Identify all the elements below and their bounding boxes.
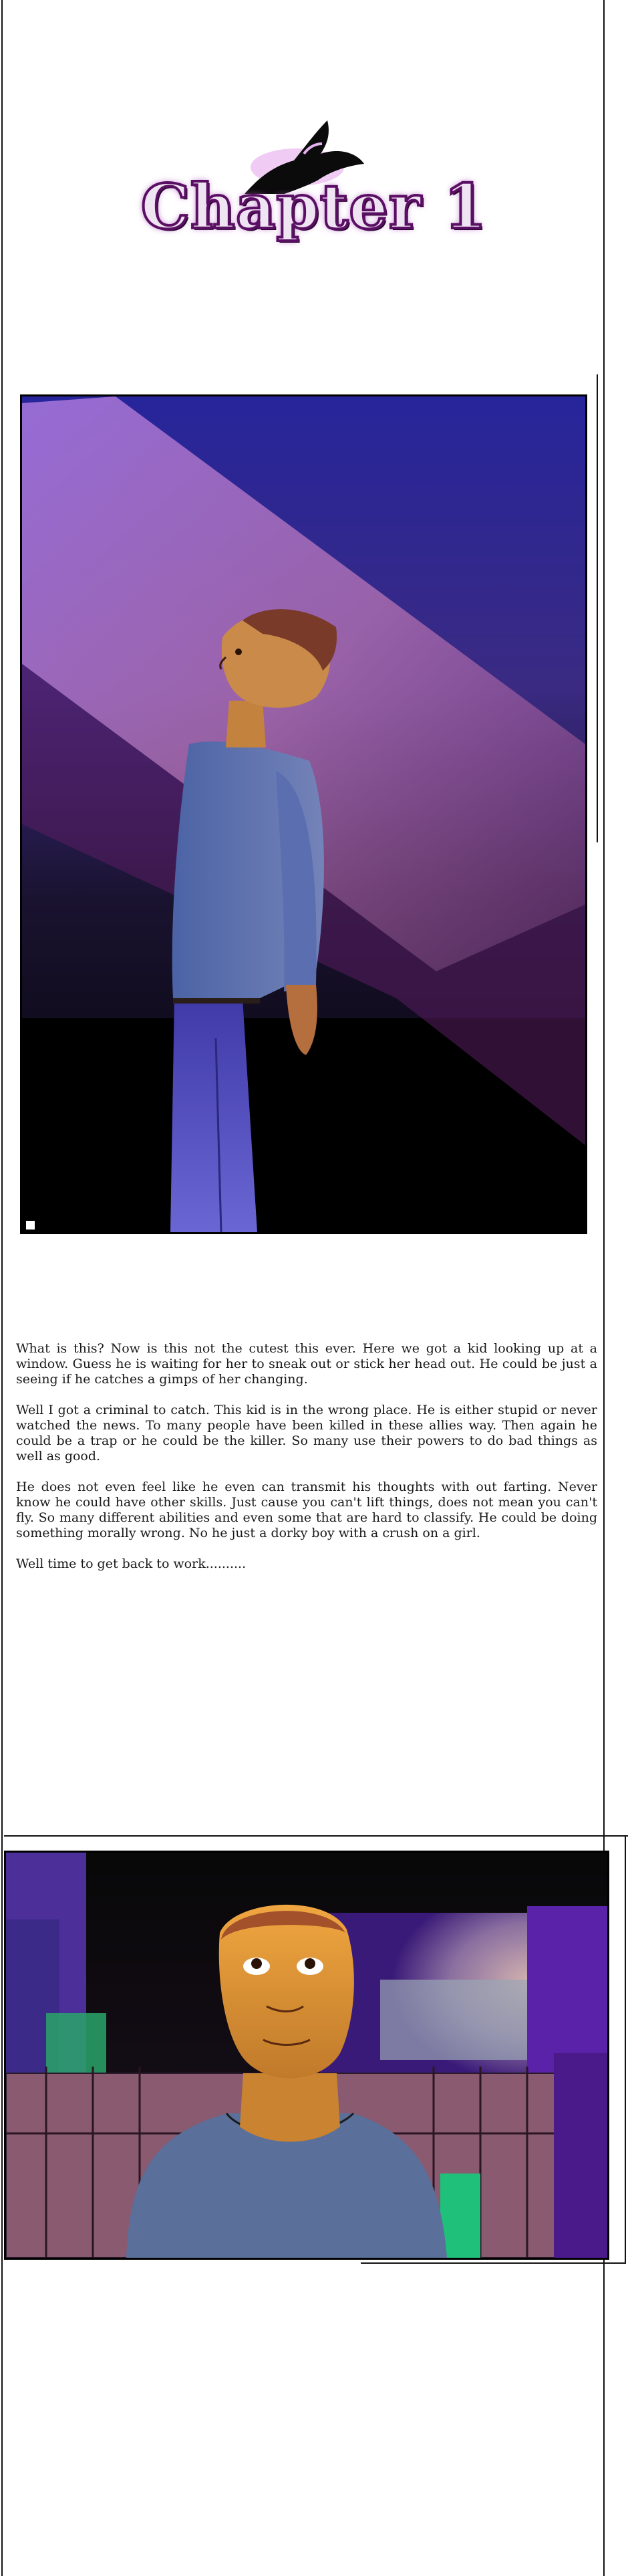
comic-panel-boy-closeup-fence xyxy=(4,1851,609,2260)
chapter-title: Chapter 1 xyxy=(140,170,488,243)
narration-text xyxy=(16,1341,597,1587)
narration-paragraph: Well time to get back to work.......... xyxy=(16,1556,247,1571)
comic-panel-boy-under-spotlight xyxy=(20,394,587,1234)
narration-paragraph: He does not even feel like he even can transmit his thoughts with out farting. Never know he could have other skills. Just cause you can't lift things, does not mean you can't fly. So many different abilities and even some that are hard to classify. He could be doing something morally wrong. No he just a dorky boy with a crush on a girl. xyxy=(16,1480,597,1540)
panel2-outer-rule-bottom xyxy=(361,2262,626,2264)
side-rule-right xyxy=(597,374,598,842)
narration-paragraph: Well I got a criminal to catch. This kid is in the wrong place. He is either stupid or never watched the news. To many people have been killed in these allies way. Then again he could be a trap or he could be the killer. So many use their powers to do bad things as well as good. xyxy=(16,1403,597,1463)
panel2-outer-rule-top xyxy=(4,1835,628,1837)
panel2-outer-rule-right xyxy=(625,1835,626,2263)
narration-paragraph: What is this? Now is this not the cutest this ever. Here we got a kid looking up at a window. Guess he is waiting for her to sneak out or stick her head out. He could be just a seeing if he catches a gimps of her changing. xyxy=(16,1341,597,1387)
page-left-border xyxy=(1,0,3,2576)
chapter-title-block xyxy=(127,107,488,254)
